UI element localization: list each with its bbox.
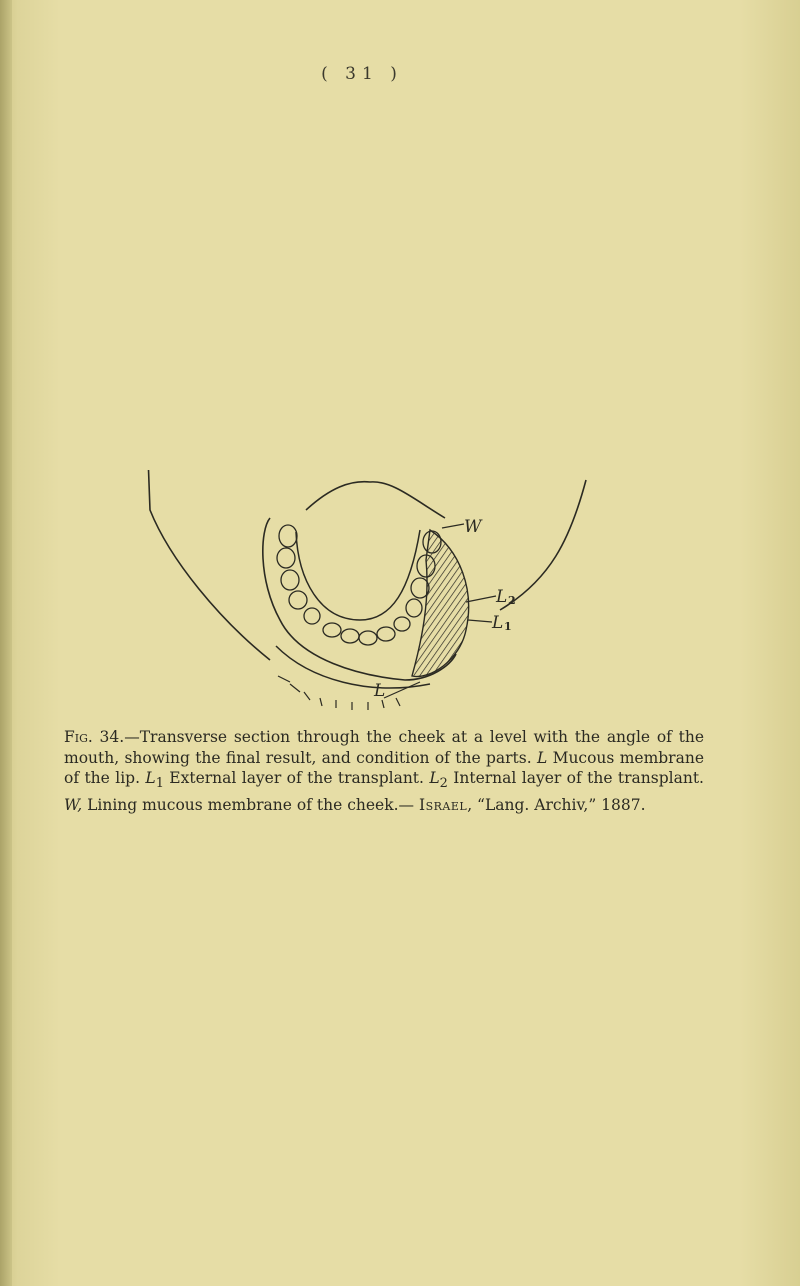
tongue-curve <box>296 530 420 620</box>
label-L: L <box>374 681 386 701</box>
caption-text-5: Lining mucous membrane of the cheek.— <box>82 795 419 814</box>
leader-L1 <box>468 620 492 622</box>
figure-caption <box>64 727 704 815</box>
caption-text-2: Mucous membrane of the lip. <box>64 748 704 787</box>
label-W: W <box>464 517 482 537</box>
cheek-section-illustration <box>130 470 610 720</box>
label-L1-sub: 1 <box>504 620 512 633</box>
page-number: ( 31 ) <box>321 64 403 84</box>
leader-L2 <box>466 596 496 602</box>
lip-curve <box>276 646 430 688</box>
teeth-bottom <box>323 617 410 645</box>
teeth-left <box>277 525 320 624</box>
book-spine-shadow <box>0 0 12 1286</box>
figure-34 <box>130 470 610 720</box>
label-L2: L <box>496 587 508 607</box>
caption-label-L1-sub: 1 <box>155 776 164 792</box>
leader-W <box>442 524 464 528</box>
label-L1: L <box>492 613 504 633</box>
caption-text-4: Internal layer of the transplant. <box>447 769 704 787</box>
face-outline-right <box>500 480 586 610</box>
leader-L <box>384 682 420 698</box>
caption-paragraph <box>64 727 704 815</box>
caption-citation: , “Lang. Archiv,” 1887. <box>467 795 646 814</box>
caption-label-L2-sub: 2 <box>439 776 448 792</box>
caption-label-L1: L <box>145 769 156 787</box>
caption-text-3: External layer of the transplant. <box>163 769 430 787</box>
caption-fig-number: Fig. 34. <box>64 728 125 746</box>
face-outline-left <box>148 470 270 660</box>
caption-text-1: —Transverse section through the cheek at a level with the angle of the mouth, showing the final result, and condition of the parts. <box>64 728 704 767</box>
mouth-opening <box>306 482 445 518</box>
caption-label-L2: L <box>429 769 440 787</box>
caption-label-W: W, <box>64 795 83 814</box>
caption-author: Israel <box>418 795 468 814</box>
caption-label-L: L <box>536 748 548 767</box>
label-L2-sub: 2 <box>508 594 516 607</box>
